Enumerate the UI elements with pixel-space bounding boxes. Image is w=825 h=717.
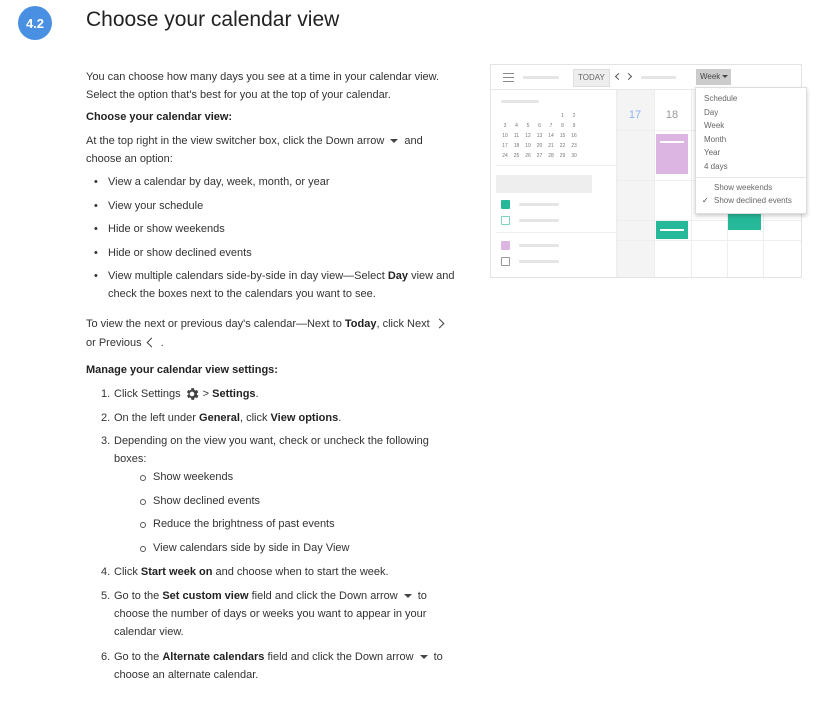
mini-calendar-day: 22 <box>559 143 566 149</box>
calendar-event <box>656 221 688 239</box>
menu-divider <box>696 177 806 178</box>
hamburger-menu-icon <box>503 73 514 82</box>
check-icon: ✓ <box>702 196 709 205</box>
bullet: • <box>94 247 98 259</box>
placeholder-line <box>519 219 559 222</box>
mini-calendar-day: 25 <box>513 153 520 159</box>
divider <box>496 232 616 233</box>
list-item: Hide or show declined events <box>108 247 252 259</box>
grid-line <box>617 220 801 221</box>
mini-calendar-day: 19 <box>525 143 531 149</box>
mini-calendar-day: 13 <box>536 133 543 139</box>
mini-calendar-day: 12 <box>525 133 531 139</box>
placeholder-block <box>496 175 592 193</box>
mini-calendar-day: 21 <box>548 143 554 149</box>
mini-calendar-day: 23 <box>571 143 577 149</box>
bullet: • <box>94 200 98 212</box>
step-5-continuation: calendar view. <box>114 626 184 638</box>
mini-calendar-day: 8 <box>561 123 564 129</box>
mini-calendar-day: 20 <box>536 143 543 149</box>
page-title: Choose your calendar view <box>86 8 340 31</box>
view-switcher-button: Week <box>696 69 731 85</box>
step-5-continuation: choose the number of days or weeks you want to appear in your <box>114 608 427 620</box>
intro-line-1: You can choose how many days you see at a time in your calendar view. <box>86 71 440 83</box>
checkbox-checked-icon <box>501 200 510 209</box>
sub-list-item: Reduce the brightness of past events <box>153 518 335 530</box>
mini-calendar-day: 28 <box>548 153 554 159</box>
checkbox-empty-icon <box>501 257 510 266</box>
calendar-sidebar <box>491 90 617 277</box>
list-item-continuation: check the boxes next to the calendars you want to see. <box>108 288 376 300</box>
chevron-left-icon <box>615 73 622 80</box>
step-2: On the left under General, click View options. <box>114 412 342 424</box>
sub-bullet <box>140 546 146 552</box>
divider <box>496 165 616 166</box>
today-button: TODAY <box>573 69 610 87</box>
mini-calendar-day: 16 <box>571 133 577 139</box>
step-6: Go to the Alternate calendars field and click the Down arrow to <box>114 651 443 663</box>
list-item: View your schedule <box>108 200 204 212</box>
choose-view-heading: Choose your calendar view: <box>86 111 233 123</box>
mini-calendar-day: 26 <box>525 153 531 159</box>
checkbox-checked-icon <box>501 241 510 250</box>
day-number-today: 17 <box>628 109 642 121</box>
list-item: View multiple calendars side-by-side in day view—Select Day view and <box>108 270 455 282</box>
sub-bullet <box>140 522 146 528</box>
sub-list-item: Show declined events <box>153 495 261 507</box>
bullet: • <box>94 223 98 235</box>
section-number-badge: 4.2 <box>18 6 52 40</box>
mini-calendar-day: 14 <box>548 133 554 139</box>
bullet: • <box>94 270 98 282</box>
list-item: View a calendar by day, week, month, or year <box>108 176 330 188</box>
mini-calendar-day: 11 <box>513 133 520 139</box>
mini-calendar-day: 4 <box>515 123 518 129</box>
step-number: 3. <box>101 435 111 447</box>
step-3-continuation: boxes: <box>114 453 147 465</box>
menu-item-year: Year <box>704 148 721 157</box>
gear-icon <box>184 386 200 402</box>
sub-list-item: View calendars side by side in Day View <box>153 542 350 554</box>
chevron-down-icon <box>722 75 728 78</box>
calendar-event <box>656 134 688 174</box>
step-number: 4. <box>101 566 111 578</box>
mini-calendar-day: 15 <box>559 133 566 139</box>
down-arrow-icon <box>420 655 428 659</box>
manage-settings-heading: Manage your calendar view settings: <box>86 364 278 376</box>
step-intro-line-1: At the top right in the view switcher box, click the Down arrow and <box>86 135 423 147</box>
checkbox-empty-icon <box>501 216 510 225</box>
chevron-right-icon <box>434 318 444 328</box>
step-intro-line-2: choose an option: <box>86 153 173 165</box>
mini-calendar-day: 24 <box>502 153 508 159</box>
sub-bullet <box>140 499 146 505</box>
mini-calendar-day: 18 <box>513 143 520 149</box>
mini-calendar-day: 5 <box>526 123 530 129</box>
mini-calendar-day: 2 <box>572 113 576 119</box>
chevron-right-icon <box>625 73 632 80</box>
bullet: • <box>94 176 98 188</box>
mini-calendar-day: 29 <box>559 153 566 159</box>
sub-bullet <box>140 475 146 481</box>
mini-calendar-day: 6 <box>538 123 541 129</box>
mini-calendar-day: 1 <box>561 113 564 119</box>
step-4: Click Start week on and choose when to start the week. <box>114 566 389 578</box>
down-arrow-icon <box>404 594 412 598</box>
placeholder-line <box>519 244 559 247</box>
step-number: 1. <box>101 388 111 400</box>
menu-item-schedule: Schedule <box>704 94 738 103</box>
mini-calendar-day: 27 <box>536 153 543 159</box>
step-1: Click Settings > Settings. <box>114 385 259 403</box>
day-number: 18 <box>665 109 679 121</box>
step-5: Go to the Set custom view field and click the Down arrow to <box>114 590 427 602</box>
step-6-continuation: choose an alternate calendar. <box>114 669 259 681</box>
mini-calendar-day: 10 <box>502 133 508 139</box>
placeholder-line <box>519 260 559 263</box>
mini-calendar-day: 17 <box>502 143 508 149</box>
menu-toggle-show-declined-events: Show declined events <box>714 196 792 205</box>
mini-calendar-day: 3 <box>503 123 507 129</box>
sub-list-item: Show weekends <box>153 471 234 483</box>
step-number: 2. <box>101 412 111 424</box>
chevron-left-icon <box>146 337 156 347</box>
step-3: Depending on the view you want, check or uncheck the following <box>114 435 429 447</box>
menu-item-week: Week <box>704 121 725 130</box>
nav-line-2: or Previous . <box>86 337 164 349</box>
mini-calendar-day: 9 <box>572 123 576 129</box>
placeholder-line <box>523 76 559 79</box>
mini-calendar-day: 7 <box>549 123 553 129</box>
placeholder-line <box>501 100 539 103</box>
down-arrow-icon <box>390 139 398 143</box>
menu-item-day: Day <box>704 108 719 117</box>
step-number: 6. <box>101 651 111 663</box>
mini-calendar-day: 30 <box>571 153 577 159</box>
menu-toggle-show-weekends: Show weekends <box>714 183 773 192</box>
intro-line-2: Select the option that's best for you at the top of your calendar. <box>86 89 391 101</box>
menu-item-4-days: 4 days <box>704 162 728 171</box>
placeholder-line <box>641 76 676 79</box>
step-number: 5. <box>101 590 111 602</box>
view-dropdown-menu <box>695 87 807 214</box>
list-item: Hide or show weekends <box>108 223 225 235</box>
menu-item-month: Month <box>704 135 727 144</box>
placeholder-line <box>519 203 559 206</box>
grid-line <box>617 240 801 241</box>
nav-line-1: To view the next or previous day's calendar—Next to Today, click Next <box>86 315 449 333</box>
